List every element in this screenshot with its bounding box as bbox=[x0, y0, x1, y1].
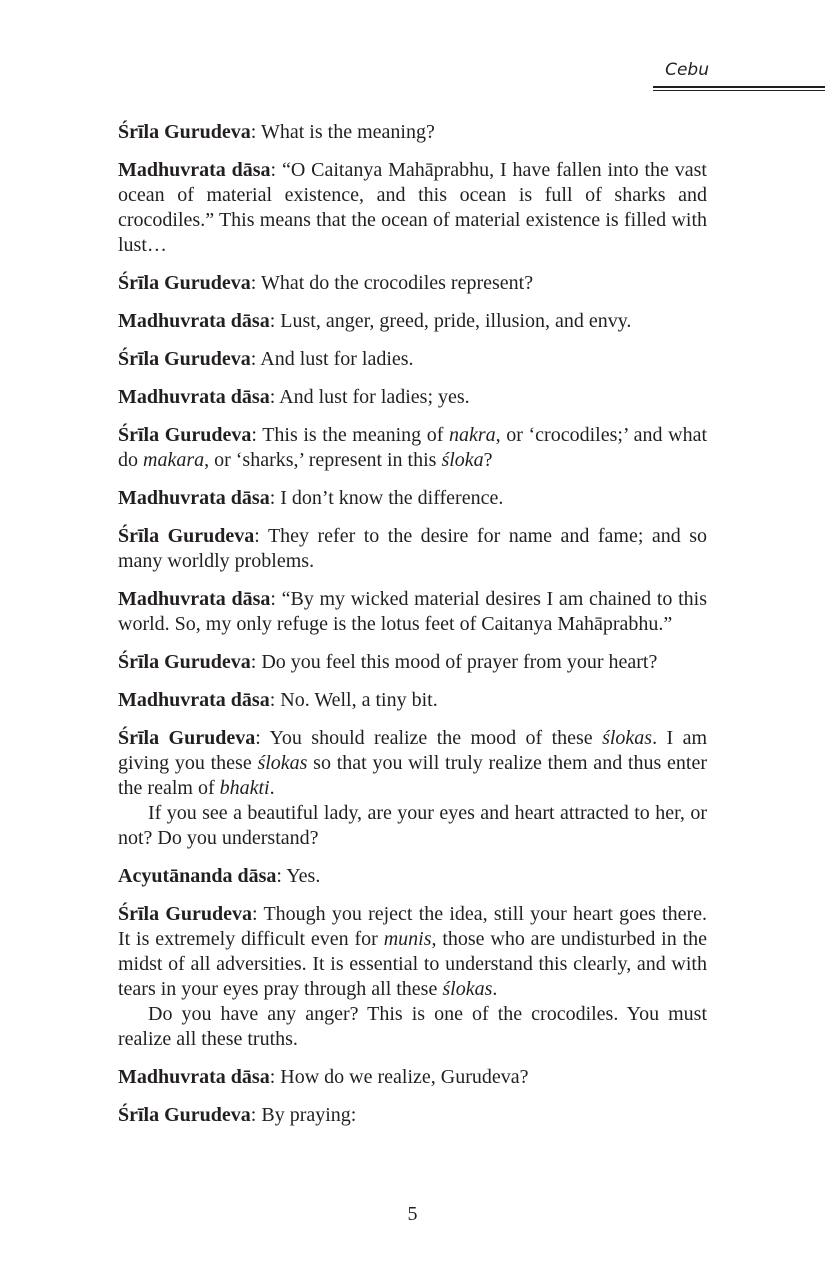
speaker-name: Madhuvrata dāsa bbox=[118, 487, 270, 509]
speech-text: If you see a beautiful lady, are your eyes and heart attracted to her, or not? Do you understand? bbox=[118, 802, 707, 849]
speech-text: . bbox=[269, 777, 275, 799]
speech-text: I don’t know the difference. bbox=[280, 487, 504, 509]
continuation-paragraph bbox=[118, 1002, 707, 1052]
speaker-name: Madhuvrata dāsa bbox=[118, 159, 271, 181]
dialogue-paragraph bbox=[118, 385, 707, 410]
speech-text: This is the meaning of bbox=[262, 424, 449, 446]
speech-text: What do the crocodiles represent? bbox=[261, 272, 534, 294]
speech-text: How do we realize, Gurudeva? bbox=[280, 1066, 529, 1088]
speaker-name: Śrīla Gurudeva bbox=[118, 424, 252, 446]
speaker-name: Acyutānanda dāsa bbox=[118, 865, 277, 887]
speaker-separator: : bbox=[255, 727, 270, 749]
italic-term: ślokas bbox=[602, 727, 653, 749]
dialogue-paragraph bbox=[118, 423, 707, 473]
speech-text: They refer to the desire for name and fame; and so many worldly problems. bbox=[118, 525, 707, 572]
speaker-separator: : bbox=[250, 272, 261, 294]
speaker-name: Śrīla Gurudeva bbox=[118, 272, 251, 294]
italic-term: bhakti bbox=[219, 777, 270, 799]
dialogue-paragraph bbox=[118, 726, 707, 801]
italic-term: munis bbox=[383, 928, 432, 950]
speaker-separator: : bbox=[250, 121, 261, 143]
speaker-name: Śrīla Gurudeva bbox=[118, 121, 251, 143]
speaker-name: Madhuvrata dāsa bbox=[118, 310, 270, 332]
body-text bbox=[118, 120, 707, 1141]
header-rule-thin bbox=[653, 90, 825, 91]
dialogue-paragraph bbox=[118, 158, 707, 258]
speaker-separator: : bbox=[276, 865, 287, 887]
speech-text: . I am giving you these bbox=[118, 727, 707, 774]
italic-term: ślokas bbox=[442, 978, 493, 1000]
dialogue-paragraph bbox=[118, 271, 707, 296]
speech-text: “By my wicked material desires I am chained to this world. So, my only refuge is the lotus feet of Caitanya Mahāprabhu.” bbox=[118, 588, 707, 635]
italic-term: nakra bbox=[449, 424, 496, 446]
speech-text: And lust for ladies; yes. bbox=[279, 386, 470, 408]
dialogue-paragraph bbox=[118, 120, 707, 145]
speech-text: You should realize the mood of these bbox=[269, 727, 603, 749]
dialogue-paragraph bbox=[118, 486, 707, 511]
italic-term: ślokas bbox=[257, 752, 308, 774]
speaker-separator: : bbox=[254, 525, 268, 547]
speech-text: ? bbox=[483, 449, 493, 471]
speech-text: so that you will truly realize them and thus enter the realm of bbox=[118, 752, 707, 799]
dialogue-paragraph bbox=[118, 524, 707, 574]
speaker-name: Śrīla Gurudeva bbox=[118, 1104, 251, 1126]
speech-text: Yes. bbox=[286, 865, 321, 887]
speaker-separator: : bbox=[269, 386, 280, 408]
italic-term: makara bbox=[143, 449, 205, 471]
dialogue-paragraph bbox=[118, 688, 707, 713]
speaker-separator: : bbox=[251, 424, 263, 446]
speaker-separator: : bbox=[250, 651, 262, 673]
speaker-name: Śrīla Gurudeva bbox=[118, 903, 253, 925]
speech-text: Lust, anger, greed, pride, illusion, and envy. bbox=[280, 310, 632, 332]
speaker-separator: : bbox=[269, 689, 281, 711]
continuation-paragraph bbox=[118, 801, 707, 851]
speaker-separator: : bbox=[252, 903, 264, 925]
speaker-separator: : bbox=[269, 310, 281, 332]
speaker-separator: : bbox=[270, 159, 282, 181]
dialogue-paragraph bbox=[118, 587, 707, 637]
speaker-name: Madhuvrata dāsa bbox=[118, 1066, 270, 1088]
dialogue-paragraph bbox=[118, 864, 707, 889]
header-rule-thick bbox=[653, 86, 825, 88]
speaker-name: Madhuvrata dāsa bbox=[118, 689, 270, 711]
speaker-separator: : bbox=[269, 487, 281, 509]
speaker-separator: : bbox=[269, 1066, 281, 1088]
speaker-name: Śrīla Gurudeva bbox=[118, 651, 251, 673]
speaker-name: Madhuvrata dāsa bbox=[118, 588, 271, 610]
speech-text: What is the meaning? bbox=[261, 121, 435, 143]
speaker-name: Śrīla Gurudeva bbox=[118, 727, 256, 749]
dialogue-paragraph bbox=[118, 347, 707, 372]
dialogue-paragraph bbox=[118, 650, 707, 675]
speech-text: , those who are undisturbed in the midst of all adversities. It is essential to understand this clearly, and with tears in your eyes pray through all these bbox=[118, 928, 708, 1000]
page-number: 5 bbox=[407, 1203, 418, 1225]
speaker-name: Śrīla Gurudeva bbox=[118, 348, 251, 370]
speech-text: Do you have any anger? This is one of the crocodiles. You must realize all these truths. bbox=[118, 1003, 707, 1050]
dialogue-paragraph bbox=[118, 1065, 707, 1090]
speech-text: By praying: bbox=[261, 1104, 357, 1126]
dialogue-paragraph bbox=[118, 309, 707, 334]
speech-text: No. Well, a tiny bit. bbox=[280, 689, 438, 711]
speech-text: , or ‘sharks,’ represent in this bbox=[204, 449, 442, 471]
speaker-separator: : bbox=[250, 348, 261, 370]
speech-text: . bbox=[492, 978, 498, 1000]
speech-text: “O Caitanya Mahāprabhu, I have fallen into the vast ocean of material existence, and this ocean is full of sharks and crocodiles.” This means that the ocean of material existence is filled with lust… bbox=[118, 159, 707, 256]
speaker-name: Śrīla Gurudeva bbox=[118, 525, 255, 547]
speech-text: Though you reject the idea, still your heart goes there. It is extremely difficult even for bbox=[118, 903, 708, 950]
running-head: Cebu bbox=[665, 60, 709, 80]
dialogue-paragraph bbox=[118, 1103, 707, 1128]
speech-text: And lust for ladies. bbox=[260, 348, 414, 370]
speech-text: Do you feel this mood of prayer from your heart? bbox=[261, 651, 658, 673]
italic-term: śloka bbox=[441, 449, 484, 471]
speaker-name: Madhuvrata dāsa bbox=[118, 386, 270, 408]
speaker-separator: : bbox=[250, 1104, 262, 1126]
speaker-separator: : bbox=[270, 588, 282, 610]
speech-text: , or ‘crocodiles;’ and what do bbox=[118, 424, 708, 471]
dialogue-paragraph bbox=[118, 902, 707, 1002]
